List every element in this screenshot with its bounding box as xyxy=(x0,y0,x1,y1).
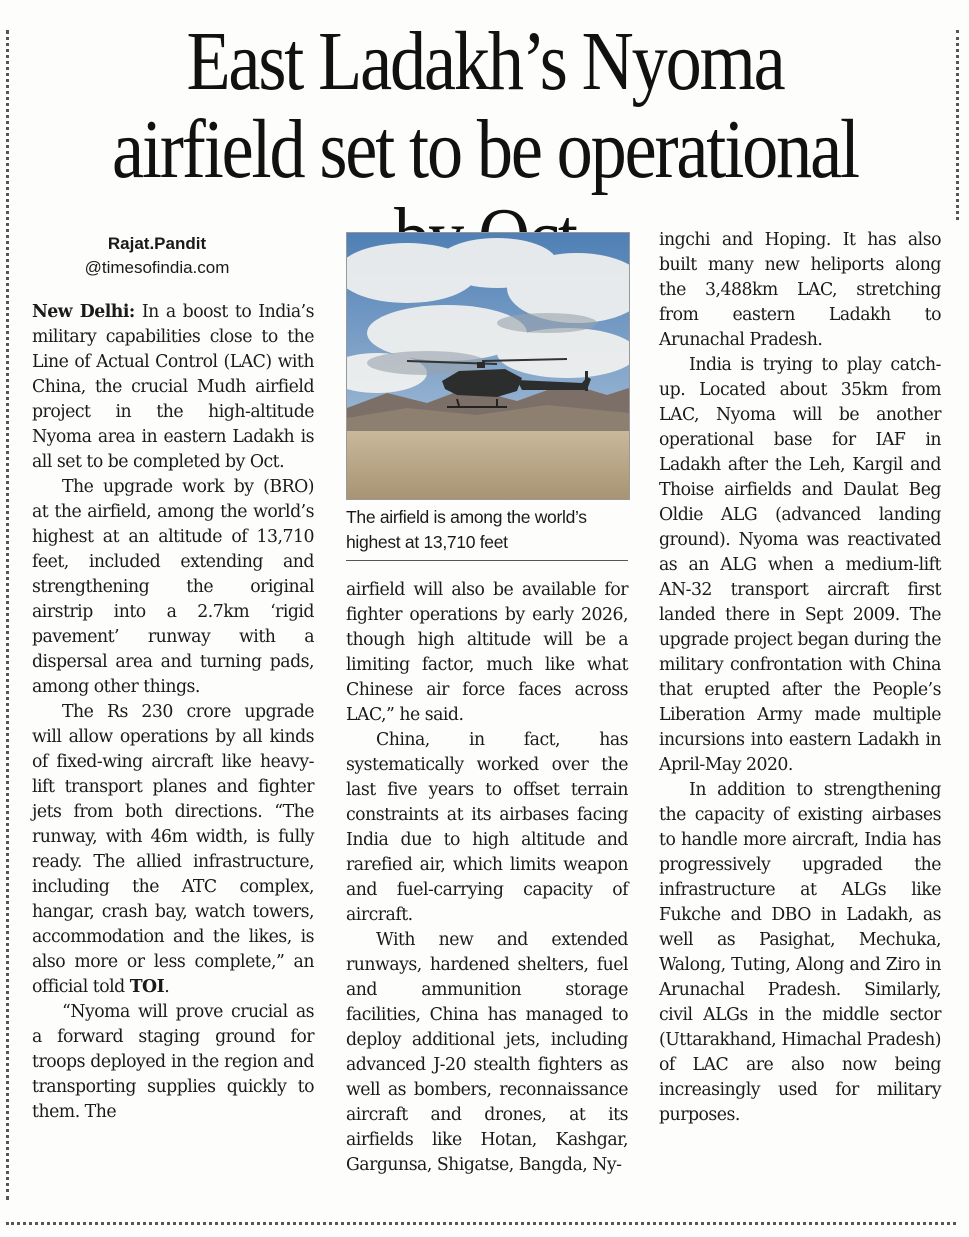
paragraph-tail: . xyxy=(164,977,170,997)
bottom-dotted-border xyxy=(6,1222,956,1225)
paragraph xyxy=(32,700,314,1000)
apache-helicopter-photo xyxy=(346,232,630,500)
paragraph: In addition to strengthening the capacity of existing airbases to handle more aircraft, India has progressively upgraded the infrastructure at ALGs like Fukche and DBO in Ladakh, as well as Pasighat, Mechuka, Walong, Tuting, Along and Ziro in Arunachal Pradesh. Similarly, civil ALGs in the middle sector (Uttarakhand, Himachal Pradesh) of LAC are also now being increasingly used for military purposes. xyxy=(659,780,941,1125)
headline: East Ladakh’s Nyoma airfield set to be operational xyxy=(112,15,858,196)
paragraph: airfield will also be available for fighter operations by early 2026, though high altitude will be a limiting factor, much like what Chinese air force faces across LAC,” he said. xyxy=(346,580,628,725)
paragraph: China, in fact, has systematically worked over the last five years to offset terrain constraints at its airbases facing India due to high altitude and rarefied air, which limits weapon and fuel-carrying capacity of aircraft. xyxy=(346,730,628,925)
column-3 xyxy=(659,228,941,1128)
paragraph: India is trying to play catch-up. Located about 35km from LAC, Nyoma will be another operational base for IAF in Ladakh after the Leh, Kargil and Thoise airfields and Daulat Beg Oldie ALG (advanced landing ground). Nyoma was reactivated as an ALG when a medium-lift AN-32 transport aircraft first landed there in Sept 2009. The upgrade project began during the military confrontation with China that erupted after the People’s Liberation Army made multiple incursions into eastern Ladakh in April-May 2020. xyxy=(659,355,941,775)
paragraph xyxy=(32,300,314,475)
paragraph: “Nyoma will prove crucial as a forward staging ground for troops deployed in the region and transporting supplies quickly to them. The xyxy=(32,1002,314,1122)
paragraph: With new and extended runways, hardened shelters, fuel and ammunition storage facilities, China has managed to deploy additional jets, including advanced J-20 stealth fighters as well as bombers, reconnaissance aircraft and drones, at its airfields like Hotan, Kashgar, Gargunsa, Shigatse, Bangda, Ny- xyxy=(346,930,628,1175)
right-dotted-border xyxy=(956,30,959,220)
caption-rule xyxy=(346,560,628,561)
author-name: Rajat.Pandit xyxy=(107,234,207,253)
paragraph-text: The Rs 230 crore upgrade will allow operations by all kinds of fixed-wing aircraft like heavy-lift transport planes and fighter jets from both directions. “The runway, with 46m width, is fully ready. The allied infrastructure, including the ATC complex, hangar, crash bay, watch towers, accommodation and the likes, is also more or less complete,” an official told xyxy=(32,702,314,997)
paragraph-text: In a boost to India’s military capabilities close to the Line of Actual Control (LAC) with China, the crucial Mudh airfield project in the high-altitude Nyoma area in eastern Ladakh is all set to be completed by Oct. xyxy=(32,302,314,472)
toi-mention: TOI xyxy=(129,977,165,997)
helicopter-photo-svg xyxy=(347,233,629,499)
paragraph: The upgrade work by (BRO) at the airfield, among the world’s highest at an altitude of 13,710 feet, included extending and strengthening the original airstrip into a 2.7km ‘rigid pavement’ runway with a dispersal area and turning pads, among other things. xyxy=(32,477,314,697)
author-email-domain: @timesofindia.com xyxy=(84,258,230,277)
byline xyxy=(32,232,282,280)
column-1 xyxy=(32,300,314,1125)
photo-caption: The airfield is among the world’s highest at 13,710 feet xyxy=(346,507,587,552)
left-dotted-border xyxy=(6,30,9,1200)
paragraph: ingchi and Hoping. It has also built many new heliports along the 3,488km LAC, stretching from eastern Ladakh to Arunachal Pradesh. xyxy=(659,230,941,350)
dateline: New Delhi: xyxy=(32,302,135,322)
column-2 xyxy=(346,578,628,1178)
